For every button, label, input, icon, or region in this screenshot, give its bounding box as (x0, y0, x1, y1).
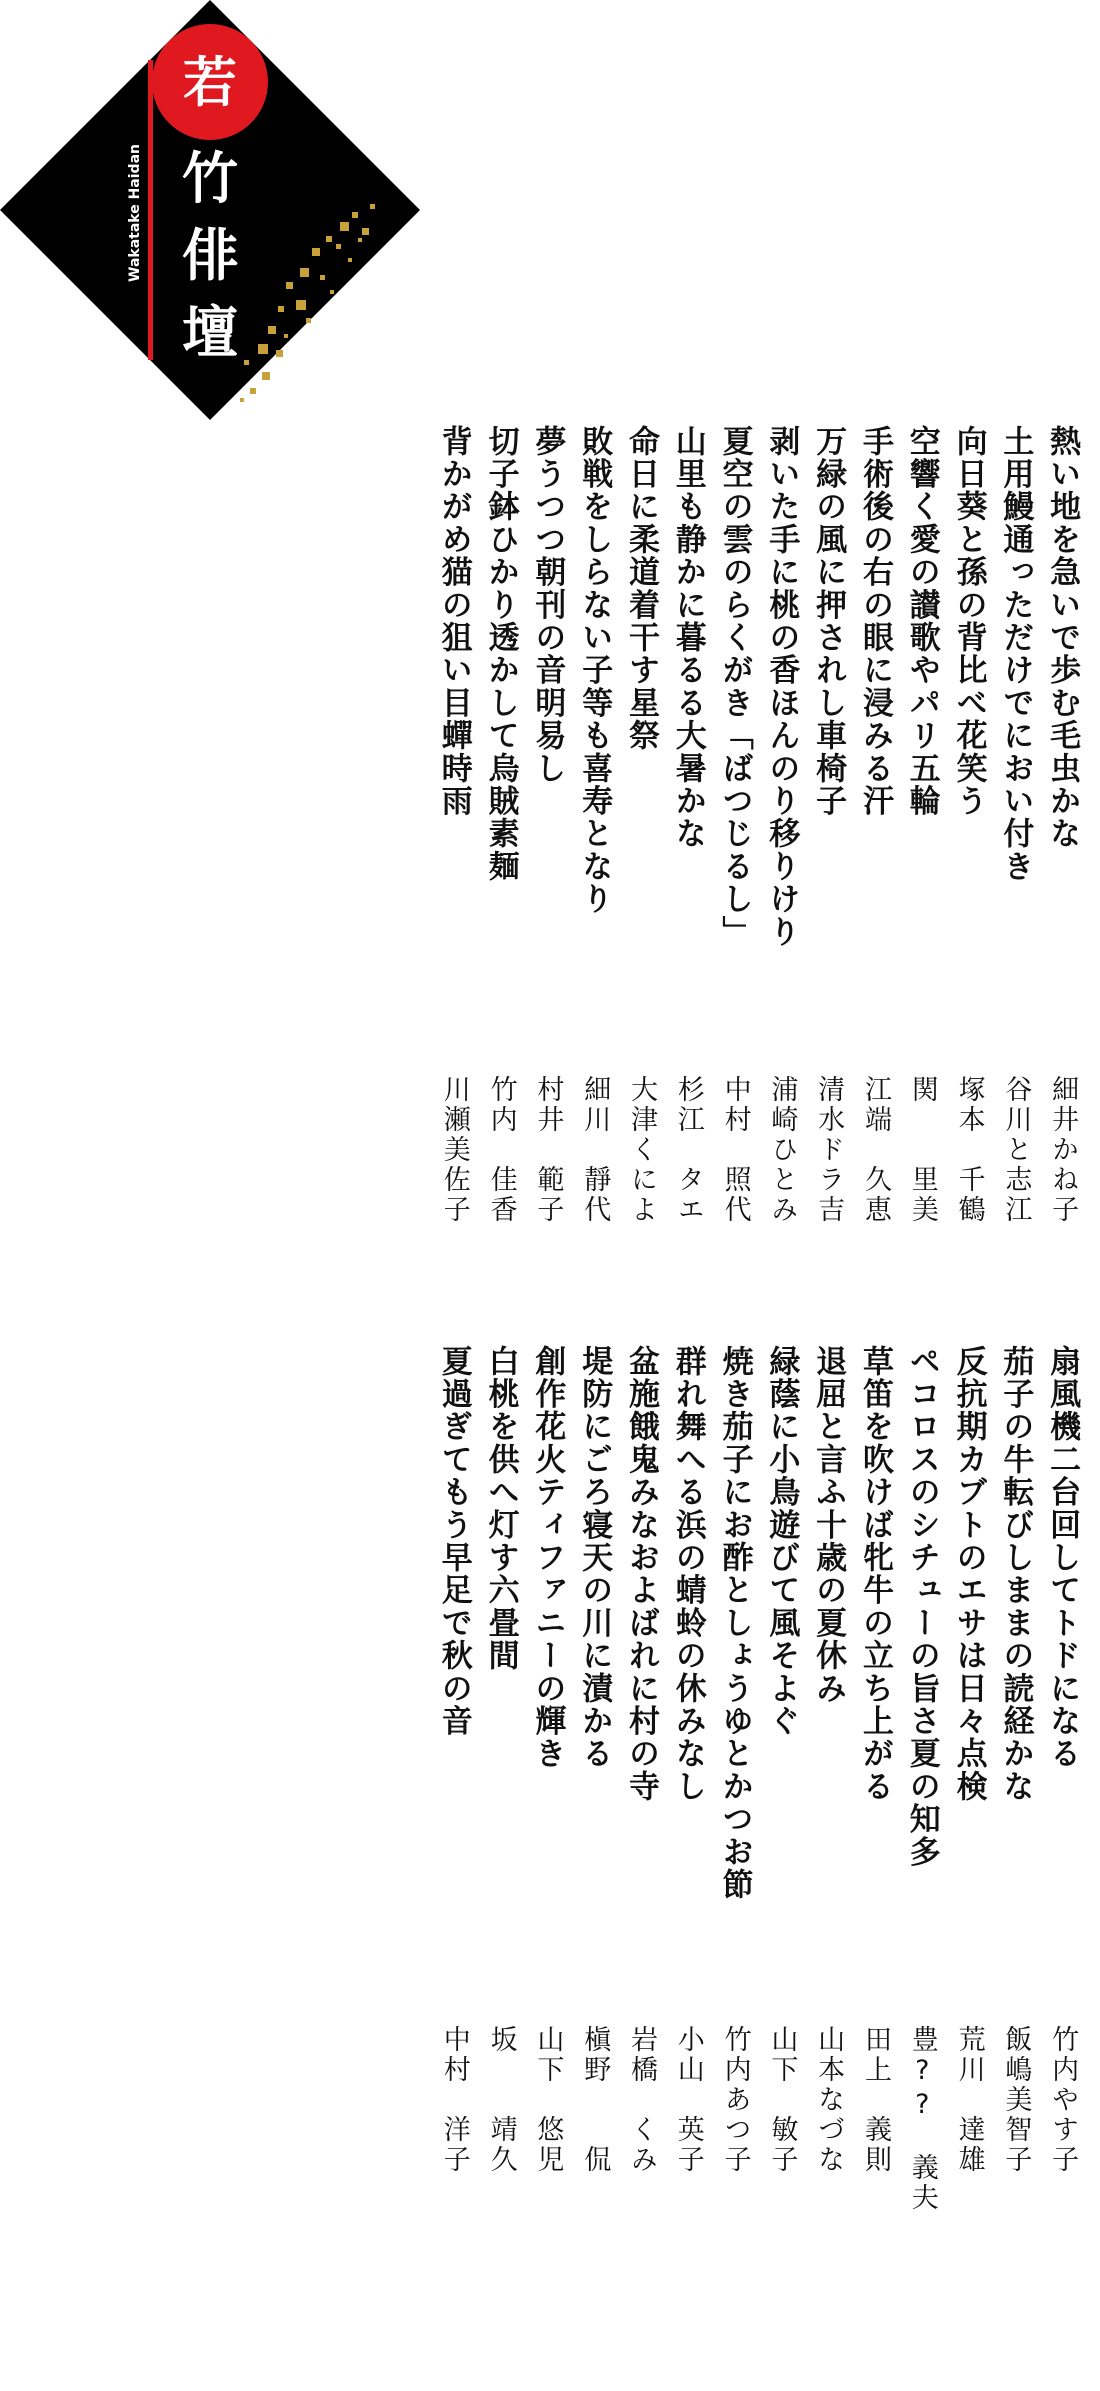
emblem-graphic (0, 0, 420, 420)
wakatake-haidan-emblem (0, 0, 420, 420)
author-name: 竹内やす子 (1047, 2025, 1079, 2175)
author-name: 塚本 千鶴 (953, 1075, 985, 1225)
haiku-line: 敗戦をしらない子等も喜寿となり (576, 425, 613, 916)
haiku-line: 空響く愛の讃歌やパリ五輪 (903, 425, 940, 818)
author-name: 竹内あつ子 (719, 2025, 751, 2175)
author-name: 岩橋 くみ (625, 2025, 657, 2175)
emblem-romaji: Wakatake Haidan (127, 144, 143, 282)
author-name: 細川 靜代 (579, 1075, 611, 1225)
author-name: 中村 洋子 (438, 2025, 470, 2175)
author-name: 槇野 侃 (579, 2025, 611, 2175)
haiku-line: 創作花火ティファニーの輝き (529, 1345, 566, 1771)
haiku-line: 夏空の雲のらくがき「ばつじるし」 (716, 425, 753, 949)
haiku-line: 熱い地を急いで歩む毛虫かな (1044, 425, 1081, 851)
author-name: 豊?? 義夫 (906, 2025, 938, 2213)
haiku-line: 草笛を吹けば牝牛の立ち上がる (856, 1345, 893, 1803)
haiku-line: 万緑の風に押されし車椅子 (810, 425, 847, 818)
haiku-line: 向日葵と孫の背比べ花笑う (950, 425, 987, 818)
haiku-block-2 (430, 1345, 1085, 1901)
haiku-line: 緑蔭に小鳥遊びて風そよぐ (763, 1345, 800, 1738)
haiku-line: 切子鉢ひかり透かして烏賊素麺 (482, 425, 519, 883)
emblem-title-char-2: 竹 (182, 146, 238, 212)
haiku-line: 堤防にごろ寝天の川に漬かる (576, 1345, 613, 1771)
haiku-line: 山里も静かに暮るる大暑かな (669, 425, 706, 851)
emblem-title-char-1: 若 (183, 50, 237, 114)
haiku-line: 夏過ぎてもう早足で秋の音 (435, 1345, 472, 1738)
haiku-line: 手術後の右の眼に浸みる汗 (856, 425, 893, 818)
haiku-line: 茄子の牛転びしままの読経かな (997, 1345, 1034, 1803)
author-name: 荒川 達雄 (953, 2025, 985, 2175)
emblem-title-char-3: 俳 (182, 223, 238, 289)
haiku-line: 群れ舞へる浜の蜻蛉の休みなし (669, 1345, 706, 1803)
author-block-2 (430, 2025, 1085, 2213)
author-name: 細井かね子 (1047, 1075, 1079, 1225)
author-name: 竹内 佳香 (485, 1075, 517, 1225)
haiku-line: 背かがめ猫の狙い目蟬時雨 (435, 425, 472, 818)
haiku-block-1 (430, 425, 1085, 948)
haiku-line: 白桃を供へ灯す六畳間 (482, 1345, 519, 1672)
author-name: 小山 英子 (672, 2025, 704, 2175)
haiku-line: 焼き茄子にお酢としょうゆとかつお節 (716, 1345, 753, 1901)
haiku-line: 扇風機二台回してトドになる (1044, 1345, 1081, 1771)
author-name: 山下 悠児 (532, 2025, 564, 2175)
haiku-line: 夢うつつ朝刊の音明易し (529, 425, 566, 785)
author-name: 江端 久恵 (859, 1075, 891, 1225)
author-name: 飯嶋美智子 (1000, 2025, 1032, 2175)
author-block-1 (430, 1075, 1085, 1225)
haiku-line: 剥いた手に桃の香ほんのり移りけり (763, 425, 800, 949)
emblem-red-stripe (148, 60, 153, 360)
author-name: 川瀬美佐子 (438, 1075, 470, 1225)
author-name: 関 里美 (906, 1075, 938, 1225)
haiku-line: 退屈と言ふ十歳の夏休み (810, 1345, 847, 1705)
haiku-line: 命日に柔道着干す星祭 (622, 425, 659, 752)
author-name: 大津くによ (625, 1075, 657, 1225)
haiku-line: 土用鰻通っただけでにおい付き (997, 425, 1034, 883)
author-name: 村井 範子 (532, 1075, 564, 1225)
author-name: 中村 照代 (719, 1075, 751, 1225)
author-name: 谷川と志江 (1000, 1075, 1032, 1225)
haiku-line: 反抗期カブトのエサは日々点検 (950, 1345, 987, 1803)
author-name: 浦崎ひとみ (766, 1075, 798, 1225)
author-name: 坂 靖久 (485, 2025, 517, 2175)
haiku-line: ペコロスのシチューの旨さ夏の知多 (903, 1345, 940, 1869)
author-name: 田上 義則 (859, 2025, 891, 2175)
emblem-title-char-4: 壇 (182, 300, 238, 366)
author-name: 清水ドラ吉 (813, 1075, 845, 1225)
author-name: 山下 敏子 (766, 2025, 798, 2175)
haiku-line: 盆施餓鬼みなおよばれに村の寺 (622, 1345, 659, 1803)
author-name: 山本なづな (813, 2025, 845, 2175)
author-name: 杉江 タエ (672, 1075, 704, 1225)
